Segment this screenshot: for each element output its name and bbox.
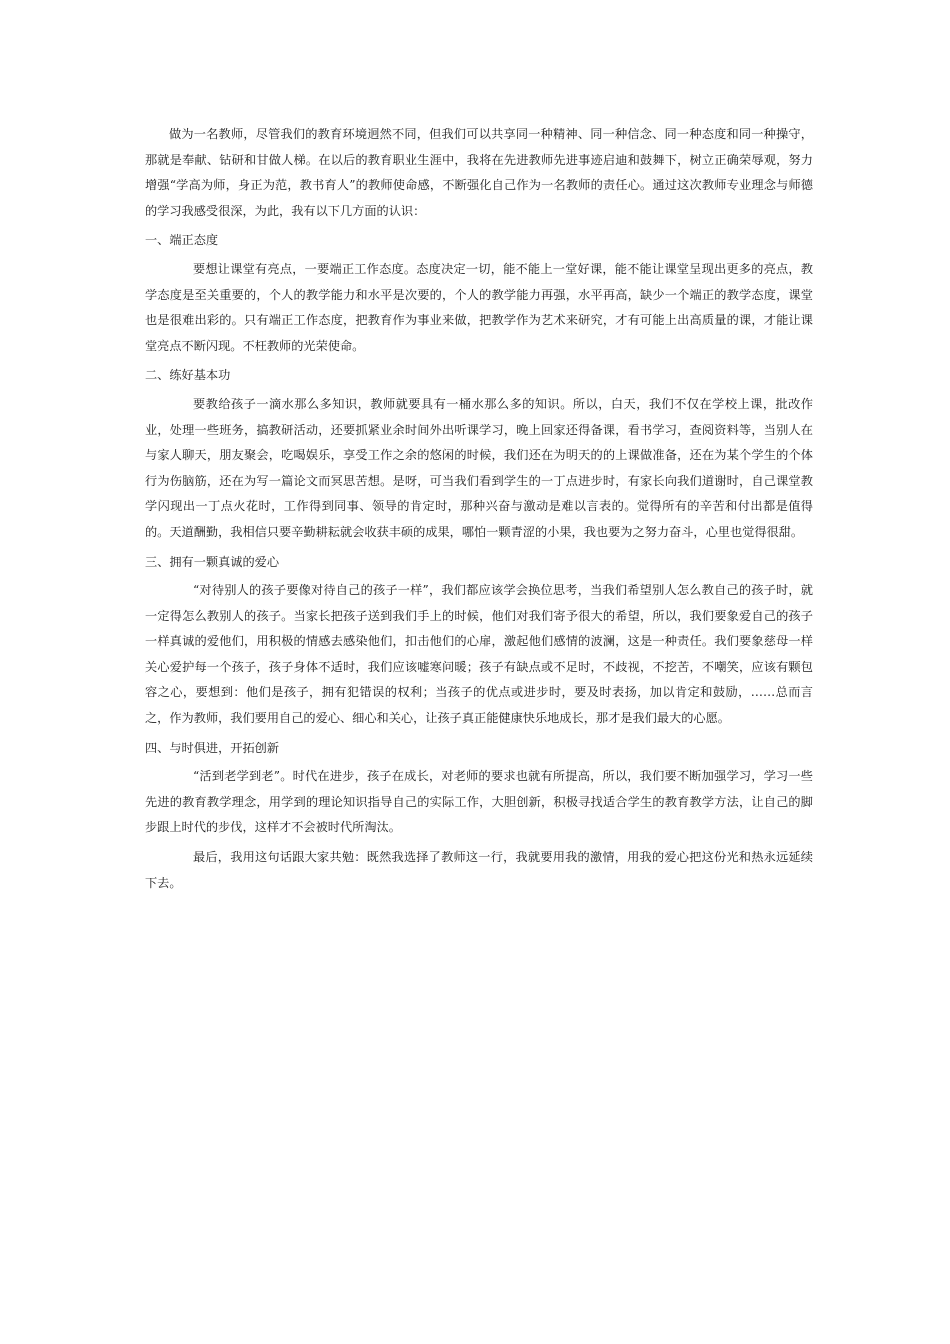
section-heading-skills: 二、练好基本功 [145, 368, 231, 383]
section-body-innovation: “活到老学到老”。时代在进步，孩子在成长，对老师的要求也就有所提高，所以，我们要不断加强学习，学习一些先进的教育教学理念，用学到的理论知识指导自己的实际工作，大胆创新，积极寻找适合学生的教育教学方法，让自己的脚步跟上时代的步伐，这样才不会被时代所淘汰。 [145, 769, 813, 835]
section-heading-innovation: 四、与时俱进，开拓创新 [145, 740, 280, 755]
section-heading-attitude: 一、端正态度 [145, 233, 219, 248]
document-page [145, 122, 813, 900]
closing-paragraph: 最后，我用这句话跟大家共勉：既然我选择了教师这一行，我就要用我的激情，用我的爱心把这份光和热永远延续下去。 [145, 850, 813, 890]
section-body-attitude: 要想让课堂有亮点，一要端正工作态度。态度决定一切，能不能上一堂好课，能不能让课堂呈现出更多的亮点，教学态度是至关重要的，个人的教学能力和水平是次要的，个人的教学能力再强，水平再高，缺少一个端正的教学态度，课堂也是很难出彩的。只有端正工作态度，把教育作为事业来做，把教学作为艺术来研究，才有可能上出高质量的课，才能让课堂亮点不断闪现。不枉教师的光荣使命。 [145, 261, 813, 353]
intro-paragraph: 做为一名教师，尽管我们的教育环境迥然不同，但我们可以共享同一种精神、同一种信念、同一种态度和同一种操守，那就是奉献、钻研和甘做人梯。在以后的教育职业生涯中，我将在先进教师先进事迹启迪和鼓舞下，树立正确荣辱观，努力增强“学高为师，身正为范，教书育人”的教师使命感，不断强化自己作为一名教师的责任心。通过这次教师专业理念与师德的学习我感受很深，为此，我有以下几方面的认识： [145, 127, 813, 218]
section-body-skills: 要教给孩子一滴水那么多知识，教师就要具有一桶水那么多的知识。所以，白天，我们不仅在学校上课，批改作业，处理一些班务，搞教研活动，还要抓紧业余时间外出听课学习，晚上回家还得备课，看书学习，查阅资料等，当别人在与家人聊天，朋友聚会，吃喝娱乐，享受工作之余的悠闲的时候，我们还在为明天的的上课做准备，还在为某个学生的个体行为伤脑筋，还在为写一篇论文而冥思苦想。是呀，可当我们看到学生的一丁点进步时，有家长向我们道谢时，自己课堂教学闪现出一丁点火花时，工作得到同事、领导的肯定时，那种兴奋与激动是难以言表的。觉得所有的辛苦和付出都是值得的。天道酬勤，我相信只要辛勤耕耘就会收获丰硕的成果，哪怕一颗青涩的小果，我也要为之努力奋斗，心里也觉得很甜。 [145, 396, 813, 539]
section-body-love: “对待别人的孩子要像对待自己的孩子一样”，我们都应该学会换位思考，当我们希望别人怎么教自己的孩子时，就一定得怎么教别人的孩子。当家长把孩子送到我们手上的时候，他们对我们寄予很大的希望，所以，我们要象爱自己的孩子一样真诚的爱他们，用积极的情感去感染他们，扣击他们的心扉，激起他们感情的波澜，这是一种责任。我们要象慈母一样关心爱护每一个孩子，孩子身体不适时，我们应该嘘寒问暖；孩子有缺点或不足时，不歧视，不挖苦，不嘲笑，应该有颗包容之心，要想到：他们是孩子，拥有犯错误的权利；当孩子的优点或进步时，要及时表扬，加以肯定和鼓励，……总而言之，作为教师，我们要用自己的爱心、细心和关心，让孩子真正能健康快乐地成长，那才是我们最大的心愿。 [145, 583, 813, 726]
section-heading-love: 三、拥有一颗真诚的爱心 [145, 554, 280, 569]
